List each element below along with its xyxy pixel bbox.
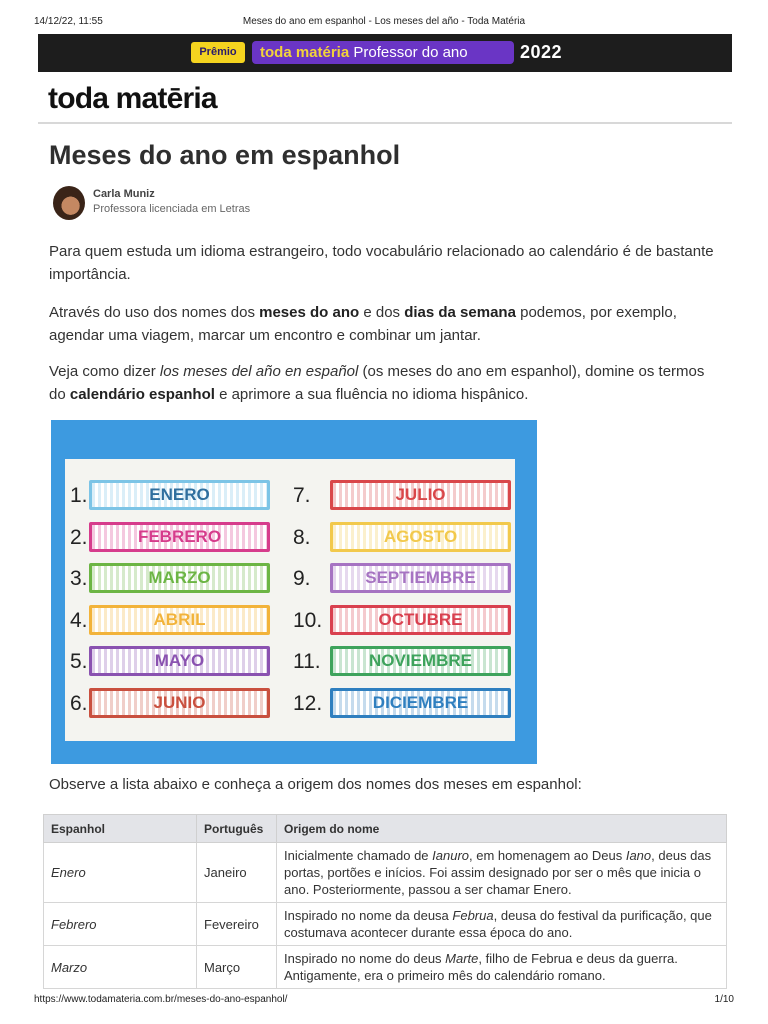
link-calendario-espanhol[interactable]: calendário espanhol [69,386,215,403]
origin-text: Inspirado no nome do deus [284,951,446,966]
p2-text-c: e dos [359,304,405,321]
month-row [65,480,515,512]
cell-origem [277,843,727,903]
origin-name: Marte [445,951,479,966]
month-label: MARZO [89,563,270,593]
p3-text-e: e aprimore a sua fluência no idioma hispânico. [214,386,529,403]
origin-text: , em homenagem ao Deus [469,848,626,863]
origin-name: Februa [452,908,494,923]
origin-text: Inspirado no nome da deusa [284,908,453,923]
month-row [65,646,515,678]
month-number: 1. [70,484,88,507]
cell-portugues: Fevereiro [197,903,277,946]
print-page-number: 1/10 [714,994,734,1005]
month-number: 2. [70,525,88,549]
origin-name: Iano [625,848,652,863]
header-divider [38,122,732,124]
month-number: 5. [70,650,88,673]
print-header [0,16,768,30]
origin-text: Inicialmente chamado de [284,848,433,863]
cell-portugues: Março [197,946,277,989]
link-dias-da-semana[interactable]: dias da semana [404,304,516,321]
table-row [44,903,727,946]
p3-spanish-phrase: los meses del año en español [159,363,359,380]
origin-text: , deusa do festival da purificação, que costumava acontecer durante essa época do ano. [284,908,712,940]
site-logo[interactable]: toda matēria [48,82,217,115]
col-header-portugues: Português [197,815,277,843]
table-row [44,946,727,989]
month-label: DICIEMBRE [330,688,511,718]
award-banner[interactable] [38,34,732,72]
table-row [44,843,727,903]
month-number: 4. [70,608,88,632]
month-label: ENERO [89,480,270,510]
month-number: 6. [70,691,88,715]
print-doc-title: Meses do ano em espanhol - Los meses del año - Toda Matéria [242,16,526,27]
col-header-espanhol: Espanhol [44,815,197,843]
author-avatar [53,186,85,220]
cell-origem [277,903,727,946]
p3-text-c: (os meses do ano em espanhol), domine os termos do [49,363,705,403]
author-role: Professora licenciada em Letras [93,203,251,215]
print-url: https://www.todamateria.com.br/meses-do-ano-espanhol/ [34,994,288,1005]
month-row [65,563,515,595]
paragraph-2 [49,301,719,347]
month-number: 12. [293,691,323,715]
paragraph-3 [49,360,719,406]
origin-text: , filho de Februa e deus da guerra. Antigamente, era o primeiro mês do calendário romano. [284,951,678,983]
month-origins-table [43,814,727,989]
print-footer [0,994,768,1008]
p2-text-a: Através do uso dos nomes dos [49,304,260,321]
month-number: 3. [70,567,88,590]
month-label: MAYO [89,646,270,676]
month-number: 9. [293,567,311,590]
page-title: Meses do ano em espanhol [49,140,401,170]
author-name[interactable]: Carla Muniz [93,188,155,200]
origin-name: Ianuro [432,848,470,863]
award-pill [252,41,514,64]
award-label: Professor do ano [353,44,468,61]
month-label: AGOSTO [330,522,511,552]
origin-text: , deus das portas, portões e inícios. Foi assim designado por ser o mês que inicia o ano. Posteriormente, passou a ser chamar Enero. [284,848,712,897]
month-label: SEPTIEMBRE [330,563,511,593]
month-label: NOVIEMBRE [330,646,511,676]
month-row [65,688,515,720]
month-row [65,522,515,554]
cell-espanhol: Marzo [44,946,197,989]
print-timestamp: 14/12/22, 11:55 [34,16,103,27]
month-row [65,605,515,637]
month-number: 7. [293,484,311,507]
cell-portugues: Janeiro [197,843,277,903]
cell-origem [277,946,727,989]
cell-espanhol: Febrero [44,903,197,946]
month-label: FEBRERO [89,522,270,552]
award-brand: toda matéria [260,44,350,61]
link-meses-do-ano[interactable]: meses do ano [259,304,360,321]
months-illustration [51,420,537,764]
month-label: ABRIL [89,605,270,635]
month-number: 10. [293,608,323,632]
cell-espanhol: Enero [44,843,197,903]
month-label: OCTUBRE [330,605,511,635]
intro-paragraph: Para quem estuda um idioma estrangeiro, todo vocabulário relacionado ao calendário é de bastante importância. [49,243,714,283]
col-header-origem: Origem do nome [277,815,727,843]
p2-text-e: podemos, por exemplo, agendar uma viagem, marcar um encontro e combinar um jantar. [49,304,677,344]
observe-text: Observe a lista abaixo e conheça a origem dos nomes dos meses em espanhol: [49,776,582,793]
table-header-row [44,815,727,843]
award-year: 2022 [520,42,563,62]
months-board [65,459,515,741]
month-label: JUNIO [89,688,270,718]
p3-text-a: Veja como dizer [49,363,160,380]
month-number: 11. [293,650,321,673]
award-badge: Prêmio [191,42,245,63]
month-label: JULIO [330,480,511,510]
month-number: 8. [293,525,311,549]
